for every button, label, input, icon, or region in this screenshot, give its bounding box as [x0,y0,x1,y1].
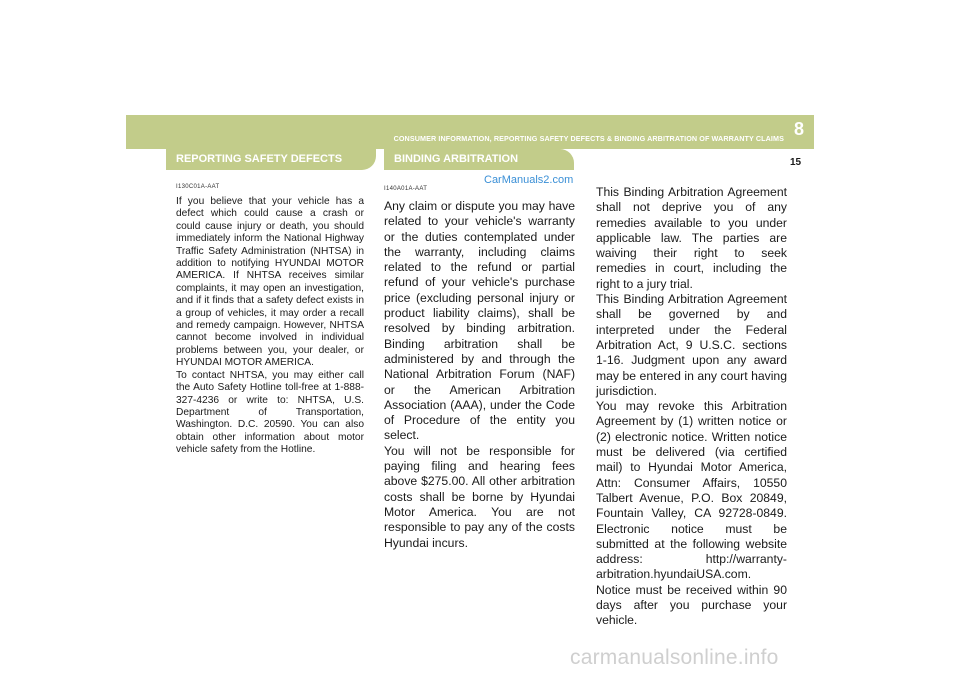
heading-binding-arbitration: BINDING ARBITRATION [394,153,519,165]
column-binding-arbitration [384,199,575,551]
chapter-number: 8 [793,119,804,139]
paragraph: You will not be responsible for paying filing and hearing fees above $275.00. All other arbitration costs shall be borne by Hyundai Motor America. You are not responsible to pay any of the costs Hyundai incurs. [384,443,575,550]
column-arbitration-continued [596,185,787,629]
paragraph: If you believe that your vehicle has a defect which could cause a crash or could cause injury or death, you should immediately inform the National Highway Traffic Safety Administration (NHTSA) in addition to notifying HYUNDAI MOTOR AMERICA. If NHTSA receives similar complaints, it may open an investigation, and if it finds that a safety defect exists in a group of vehicles, it may order a recall and remedy campaign. However, NHTSA cannot become involved in individual problems between you, your dealer, or HYUNDAI MOTOR AMERICA. [176,196,364,369]
section-title: CONSUMER INFORMATION, REPORTING SAFETY DEFECTS & BINDING ARBITRATION OF WARRANTY CLAIMS [393,134,784,143]
heading-tab-arbitration [384,149,574,170]
heading-reporting-safety-defects: REPORTING SAFETY DEFECTS [176,153,343,165]
paragraph: This Binding Arbitration Agreement shall not deprive you of any remedies available to you under applicable law. The parties are waiving their right to seek remedies in court, including the right to a jury trial. [596,185,787,291]
paragraph: Any claim or dispute you may have related to your vehicle's warranty or the duties contemplated under the warranty, including claims related to the refund or partial refund of your vehicle's purchase price (excluding personal injury or product liability claims), shall be resolved by binding arbitration. Binding arbitration shall be administered by and through the National Arbitration Forum (NAF) or the American Arbitration Association (AAA), under the Code of Procedure of the entity you select. [384,199,575,443]
watermark-carmanualsonline: carmanualsonline.info [570,646,779,669]
watermark-carmanuals2: CarManuals2.com [484,174,574,186]
section-code-left: I130C01A-AAT [176,184,220,190]
page-number: 15 [790,157,802,168]
paragraph: You may revoke this Arbitration Agreement by (1) written notice or (2) electronic notice. Written notice must be delivered (via certified mail) to Hyundai Motor America, Attn: Consumer Affairs, 10550 Talbert Avenue, P.O. Box 20849, Fountain Valley, CA 92728-0849. Electronic notice must be submitted at the following website address: http://warranty-arbitration.hyundaiUSA.com. Notice must be received within 90 days after you purchase your vehicle. [596,399,787,628]
paragraph: This Binding Arbitration Agreement shall be governed by and interpreted under the Federal Arbitration Act, 9 U.S.C. sections 1-16. Judgment upon any award may be entered in any court having jurisdiction. [596,292,787,398]
column-reporting-safety-defects [176,196,364,457]
heading-tab-reporting [166,149,376,170]
section-code-middle: I140A01A-AAT [384,186,428,192]
header-band [126,115,814,149]
paragraph: To contact NHTSA, you may either call the Auto Safety Hotline toll-free at 1-888-327-4236 or write to: NHTSA, U.S. Department of Transportation, Washington. D.C. 20590. You can also obtain other information about motor vehicle safety from the Hotline. [176,369,364,456]
